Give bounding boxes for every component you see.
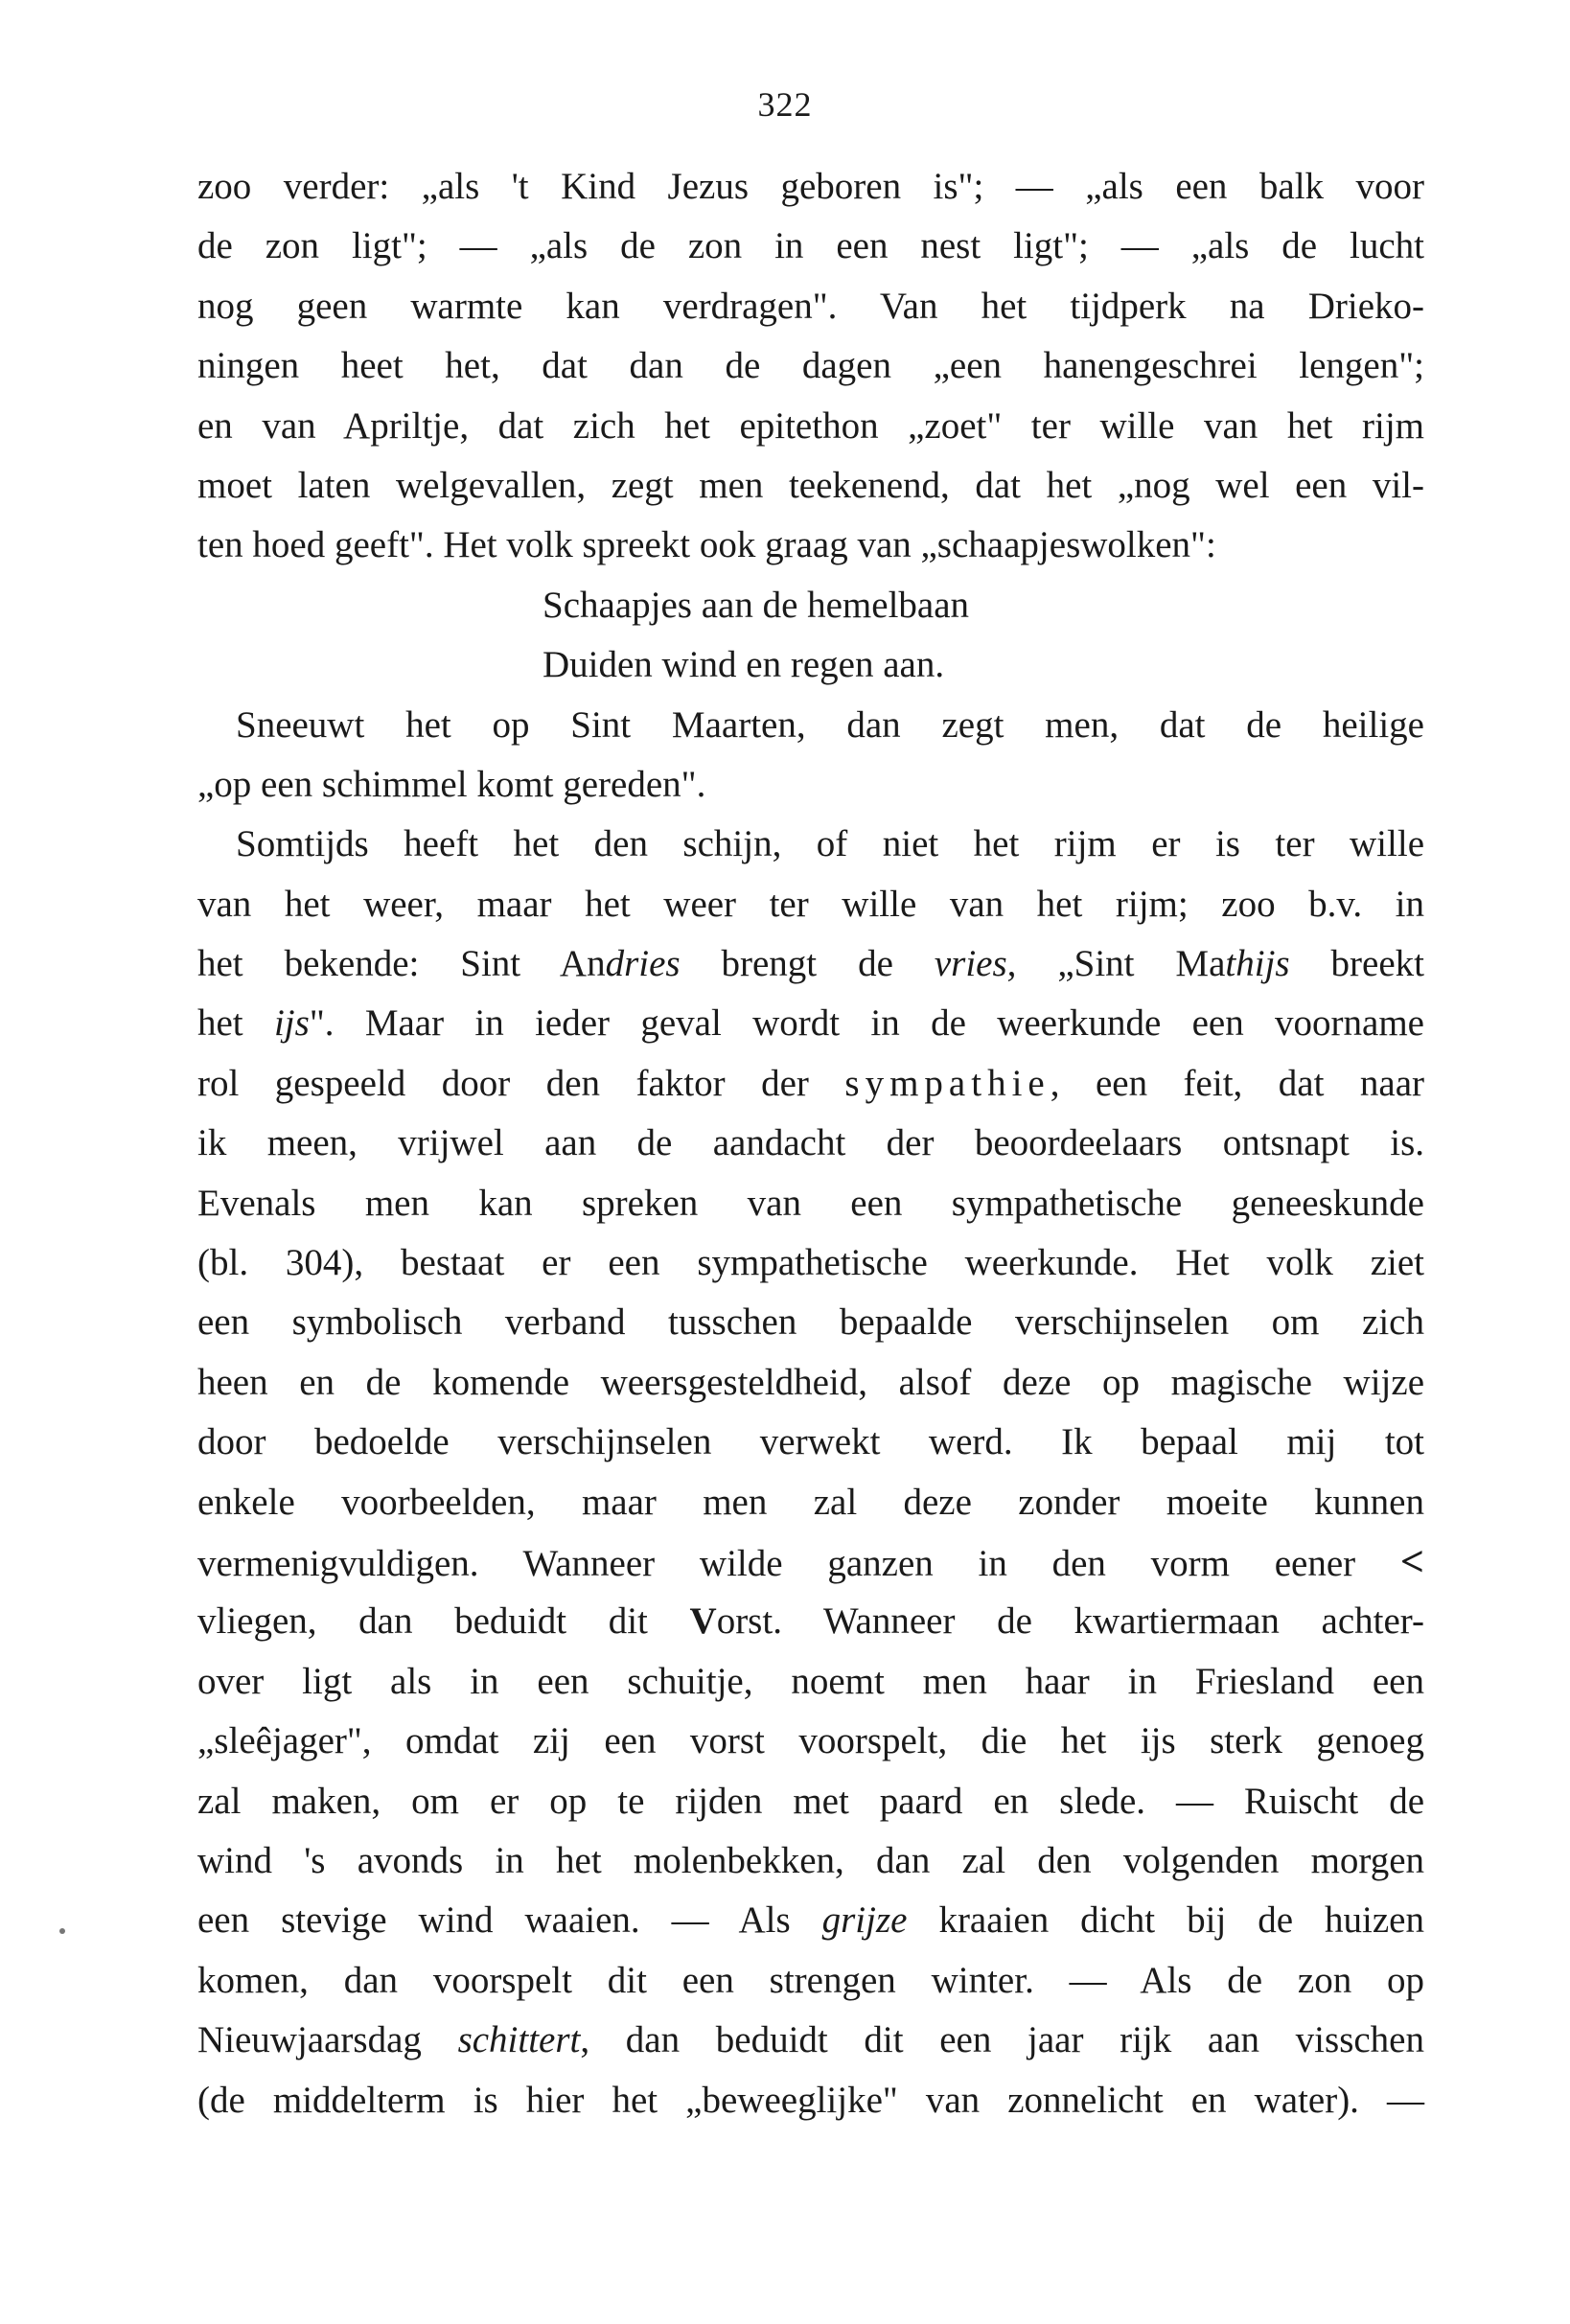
text-line: en van Apriltje, dat zich het epitethon „zoet" ter wille van het rijm <box>197 404 1424 447</box>
text-line: van het weer, maar het weer ter wille van het rijm; zoo b.v. in <box>197 883 1424 925</box>
text-segment: brengt de <box>680 943 935 985</box>
text-line: door bedoelde verschijnselen verwekt werd. Ik bepaal mij tot <box>197 1421 1424 1463</box>
text-line: ten hoed geeft". Het volk spreekt ook graag van „schaapjeswolken": <box>197 524 1216 566</box>
text-line <box>197 1054 1424 1114</box>
text-segment: „Sint Ma <box>1016 943 1226 985</box>
text-line: komen, dan voorspelt dit een strengen winter. — Als de zon op <box>197 1959 1424 2001</box>
text-line: moet laten welgevallen, zegt men teekenend, dat het „nog wel een vil- <box>197 464 1424 506</box>
text-segment: een stevige wind waaien. — Als <box>197 1899 822 1942</box>
text-line: Somtijds heeft het den schijn, of niet het rijm er is ter wille <box>236 823 1424 865</box>
text-line: over ligt als in een schuitje, noemt men haar in Friesland een <box>197 1660 1424 1702</box>
italic-segment: schittert <box>457 2019 581 2061</box>
wedge-glyph: < <box>1399 1537 1424 1585</box>
text-line: ik meen, vrijwel aan de aandacht der beoordeelaars ontsnapt is. <box>197 1122 1424 1164</box>
italic-segment: grijze <box>821 1899 908 1942</box>
text-line <box>197 1532 1424 1592</box>
text-line: zoo verder: „als 't Kind Jezus geboren is"; — „als een balk voor <box>197 166 1424 207</box>
text-segment: het <box>197 1002 274 1045</box>
text-segment: rol gespeeld door den faktor der <box>197 1062 845 1104</box>
text-segment: ". Maar in ieder geval wordt in de weerkunde een voorname <box>309 1002 1424 1045</box>
text-line: de zon ligt"; — „als de zon in een nest ligt"; — „als de lucht <box>197 225 1424 267</box>
text-segment: kraaien dicht bij de huizen <box>907 1899 1424 1942</box>
text-segment: orst. Wanneer de kwartiermaan achter- <box>716 1600 1424 1643</box>
text-line <box>197 2011 1424 2070</box>
text-line: zal maken, om er op te rijden met paard en slede. — Ruischt de <box>197 1780 1424 1822</box>
text-segment: Nieuwjaarsdag <box>197 2019 458 2061</box>
text-line: (bl. 304), bestaat er een sympathetische weerkunde. Het volk ziet <box>197 1242 1424 1284</box>
italic-segment: vries, <box>934 943 1017 985</box>
italic-segment: ijs <box>273 1002 310 1045</box>
text-line: een symbolisch verband tusschen bepaalde verschijnselen om zich <box>197 1301 1424 1344</box>
italic-segment: dries <box>605 943 681 985</box>
text-segment: , een feit, dat naar <box>1050 1062 1425 1104</box>
text-line: enkele voorbeelden, maar men zal deze zonder moeite kunnen <box>197 1481 1424 1523</box>
text-line <box>197 1891 1424 1950</box>
text-line: „op een schimmel komt gereden". <box>197 763 706 805</box>
text-line <box>197 994 1424 1053</box>
margin-speck <box>59 1928 65 1934</box>
text-segment: vliegen, dan beduidt dit <box>197 1600 690 1643</box>
text-line <box>197 934 1424 994</box>
text-segment: , dan beduidt dit een jaar rijk aan visschen <box>580 2019 1424 2061</box>
text-line: heen en de komende weersgesteldheid, alsof deze op magische wijze <box>197 1361 1424 1403</box>
text-line: „sleêjager", omdat zij een vorst voorspelt, die het ijs sterk genoeg <box>197 1720 1424 1762</box>
text-line <box>197 1592 1424 1651</box>
text-line: ningen heet het, dat dan de dagen „een hanengeschrei lengen"; <box>197 345 1424 387</box>
text-line: nog geen warmte kan verdragen". Van het tijdperk na Drieko- <box>197 285 1424 327</box>
verse-line: Schaapjes aan de hemelbaan <box>543 584 970 626</box>
verse-line: Duiden wind en regen aan. <box>543 644 945 686</box>
spaced-segment: sympathie <box>844 1062 1051 1104</box>
bold-letter: V <box>689 1600 717 1643</box>
text-segment: breekt <box>1289 943 1424 985</box>
text-line: (de middelterm is hier het „beweeglijke" van zonnelicht en water). — <box>197 2079 1424 2121</box>
italic-segment: thijs <box>1225 943 1290 985</box>
page-number: 322 <box>757 85 813 124</box>
text-segment: vermenigvuldigen. Wanneer wilde ganzen in den vorm eener <box>197 1542 1400 1584</box>
text-line: Evenals men kan spreken van een sympathetische geneeskunde <box>197 1182 1424 1224</box>
text-segment: het bekende: Sint An <box>197 943 606 985</box>
body-text <box>197 157 1424 2130</box>
text-line: Sneeuwt het op Sint Maarten, dan zegt men, dat de heilige <box>236 703 1424 746</box>
text-line: wind 's avonds in het molenbekken, dan zal den volgenden morgen <box>197 1839 1424 1881</box>
